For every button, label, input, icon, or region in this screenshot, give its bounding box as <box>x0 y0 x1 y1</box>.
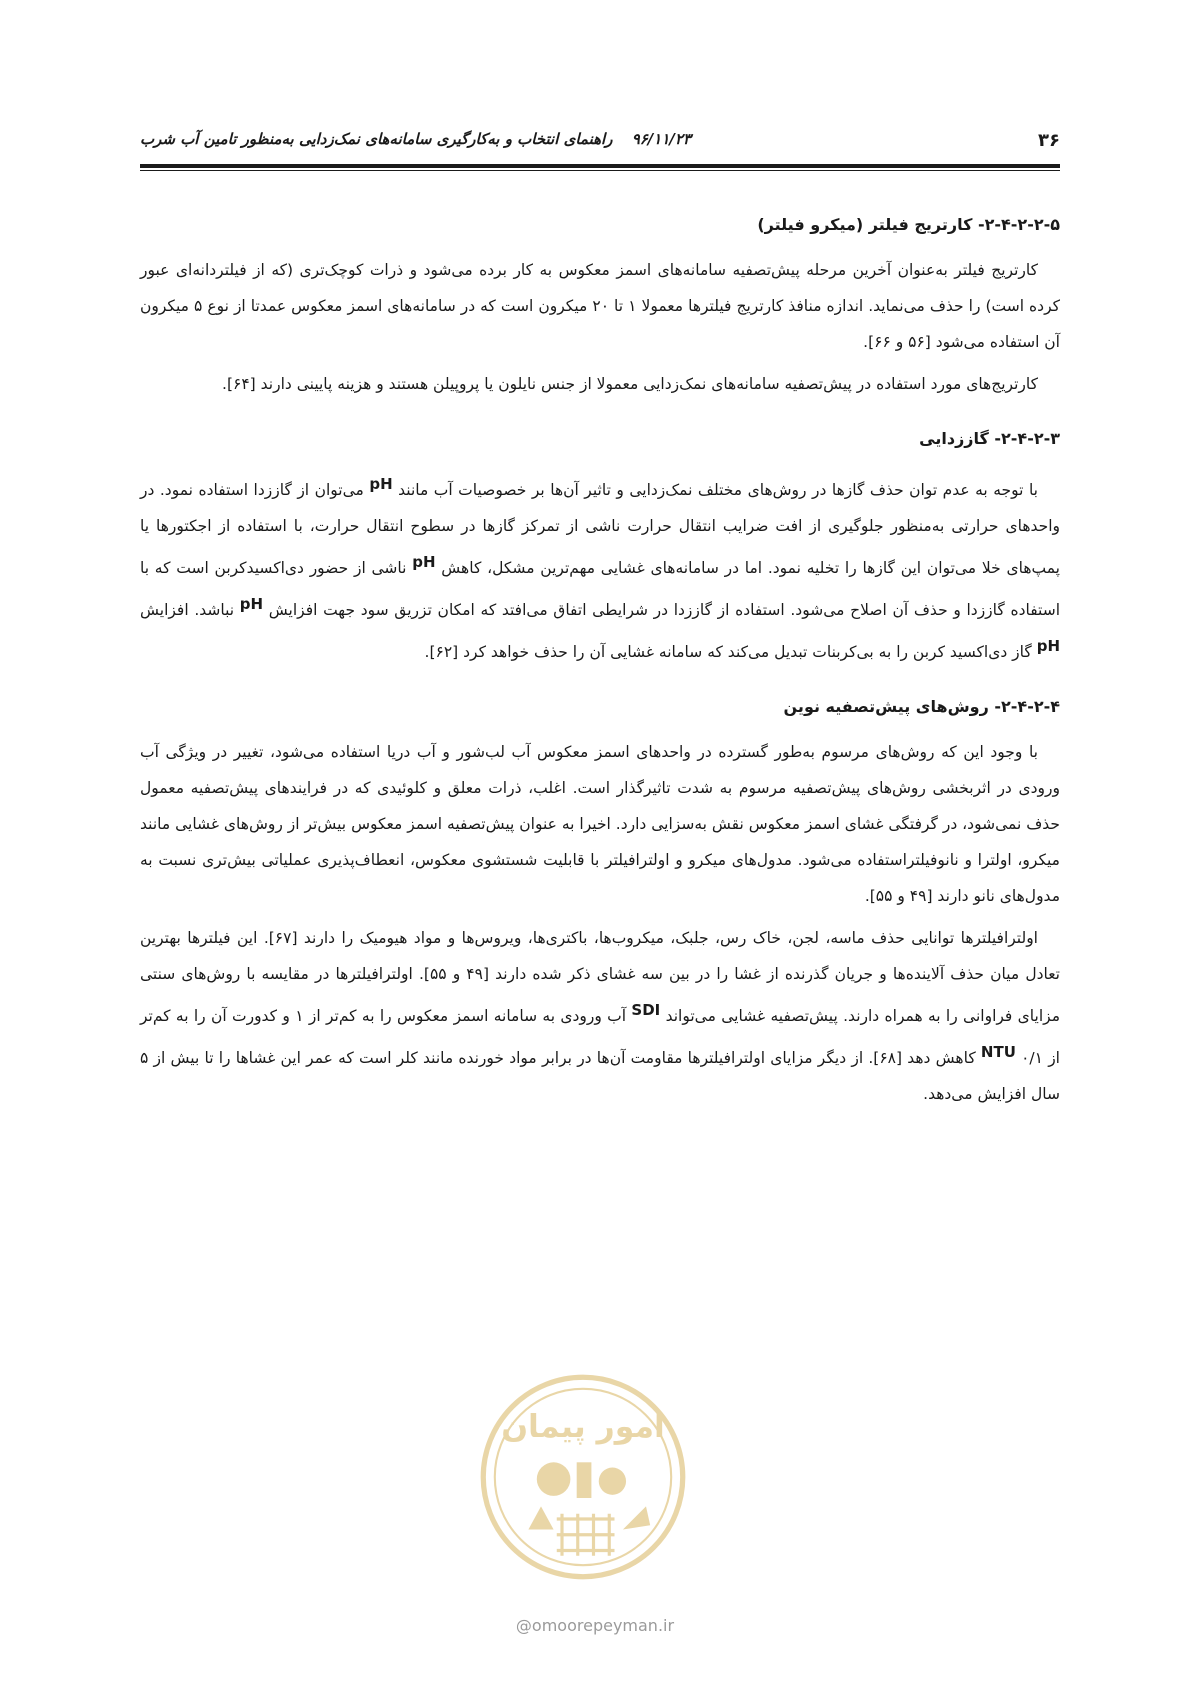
text-run: اولترافیلترها توانایی حذف ماسه، لجن، خاک رس، جلبک، میکروب‌ها، باکتری‌ها، ویروس‌ها و مواد هیومیک را دارند [۶۷]. این فیلترها بهترین تعادل میان حذف آلاینده‌ها و جریان گذرنده از غشا را در بین سه غشای ذکر شده دارند [۴۹ و ۵۵]. اولترافیلترها در مقایسه با روش‌های سنتی مزایای فراوانی را به همراه دارند. پیش‌تصفیه غشایی می‌تواند <box>140 929 1061 1025</box>
section-heading: ۲-۴-۲-۲-۵- کارتریج فیلتر (میکرو فیلتر) <box>757 215 1060 234</box>
text-run: کاهش دهد [۶۸]. از دیگر مزایای اولترافیلترها مقاومت آن‌ها در برابر مواد خورنده مانند کلر است که عمر این غشاها را تا بیش از ۵ سال افزایش می‌دهد. <box>140 1049 1060 1103</box>
header-title: راهنمای انتخاب و به‌کارگیری سامانه‌های نمک‌زدایی به‌منظور تامین آب شرب <box>140 130 613 148</box>
watermark-seal-logo <box>478 1372 688 1582</box>
text-run: آب ورودی به سامانه اسمز معکوس را به کم‌تر از ۱ و کدورت آن را به کم‌تر از ۰/۱ <box>140 1007 1060 1067</box>
section-heading: ۲-۴-۲-۴- روش‌های پیش‌تصفیه نوین <box>783 697 1060 716</box>
paragraph: کارتریج‌های مورد استفاده در پیش‌تصفیه سامانه‌های نمک‌زدایی معمولا از جنس نایلون یا پروپیلن هستند و هزینه پایینی دارند [۶۴]. <box>222 375 1038 393</box>
ntu-term: NTU <box>980 1043 1016 1061</box>
header-rule-thin <box>140 170 1060 171</box>
paragraph <box>140 920 1060 1112</box>
text-run: نباشد. افزایش <box>140 601 235 619</box>
section-novel-pretreatment <box>140 694 1060 1112</box>
section-degassing <box>140 426 1060 670</box>
paragraph: با وجود این که روش‌های مرسوم به‌طور گسترده در واحدهای اسمز معکوس آب لب‌شور و آب دریا استفاده می‌شود، تغییر در ویژگی آب ورودی در اثربخشی روش‌های پیش‌تصفیه مرسوم به شدت تاثیرگذار است. اغلب، ذرات معلق و کلوئیدی که در فرایندهای پیش‌تصفیه معمول حذف نمی‌شود، در گرفتگی غشای اسمز معکوس نقش به‌سزایی دارد. اخیرا به عنوان پیش‌تصفیه اسمز معکوس بیش‌تر از روش‌های غشایی مانند میکرو، اولترا و نانوفیلتراستفاده می‌شود. مدول‌های میکرو و اولترافیلتر با قابلیت شستشوی معکوس، انعطاف‌پذیری عملیاتی بیش‌تری نسبت به مدول‌های نانو دارند [۴۹ و ۵۵]. <box>140 743 1060 905</box>
ph-term: pH <box>412 553 436 571</box>
ph-term: pH <box>239 595 264 613</box>
ph-term: pH <box>369 475 393 493</box>
header-date: ۹۶/۱۱/۲۳ <box>631 130 691 148</box>
ph-term: pH <box>1036 637 1060 655</box>
header-rule-thick <box>140 164 1060 168</box>
text-run: گاز دی‌اکسید کربن را به بی‌کربنات تبدیل می‌کند که سامانه غشایی آن را حذف خواهد کرد [۶۲]. <box>424 643 1032 661</box>
section-heading: ۲-۴-۲-۳- گاززدایی <box>919 429 1060 448</box>
page-body <box>140 212 1060 1136</box>
running-title <box>140 130 691 148</box>
page-number: ۳۶ <box>1038 130 1060 151</box>
text-run: ناشی از حضور دی‌اکسیدکربن است که با استفاده گاززدا و حذف آن اصلاح می‌شود. استفاده از گاززدا در شرایطی اتفاق می‌افتد که امکان تزریق سود جهت افزایش <box>140 559 1061 619</box>
page-header <box>140 126 1060 160</box>
text-run: با توجه به عدم توان حذف گازها در روش‌های مختلف نمک‌زدایی و تاثیر آن‌ها بر خصوصیات آب مانند <box>398 481 1038 499</box>
watermark-site: @omoorepeyman.ir <box>515 1616 675 1635</box>
paragraph <box>140 466 1060 670</box>
text-run: می‌توان از گاززدا استفاده نمود. در واحدهای حرارتی به‌منظور جلوگیری از افت ضرایب انتقال حرارت ناشی از تمرکز گازها در سطوح انتقال حرارت، با استفاده از اجکتورها یا پمپ‌های خلا می‌توان این گازها را تخلیه نمود. اما در سامانه‌های غشایی مهم‌ترین مشکل، کاهش <box>140 481 1060 577</box>
sdi-term: SDI <box>631 1001 661 1019</box>
section-cartridge-filter <box>140 212 1060 402</box>
paragraph: کارتریج فیلتر به‌عنوان آخرین مرحله پیش‌تصفیه سامانه‌های اسمز معکوس به کار برده می‌شود و ذرات کوچک‌تری (که از فیلتردانه‌ای عبور کرده است) را حذف می‌نماید. اندازه منافذ کارتریج فیلترها معمولا ۱ تا ۲۰ میکرون است که در سامانه‌های اسمز معکوس عمدتا از نوع ۵ میکرون آن استفاده می‌شود [۵۶ و ۶۶]. <box>140 261 1061 351</box>
svg-text:امور پیمان: امور پیمان <box>501 1409 665 1446</box>
